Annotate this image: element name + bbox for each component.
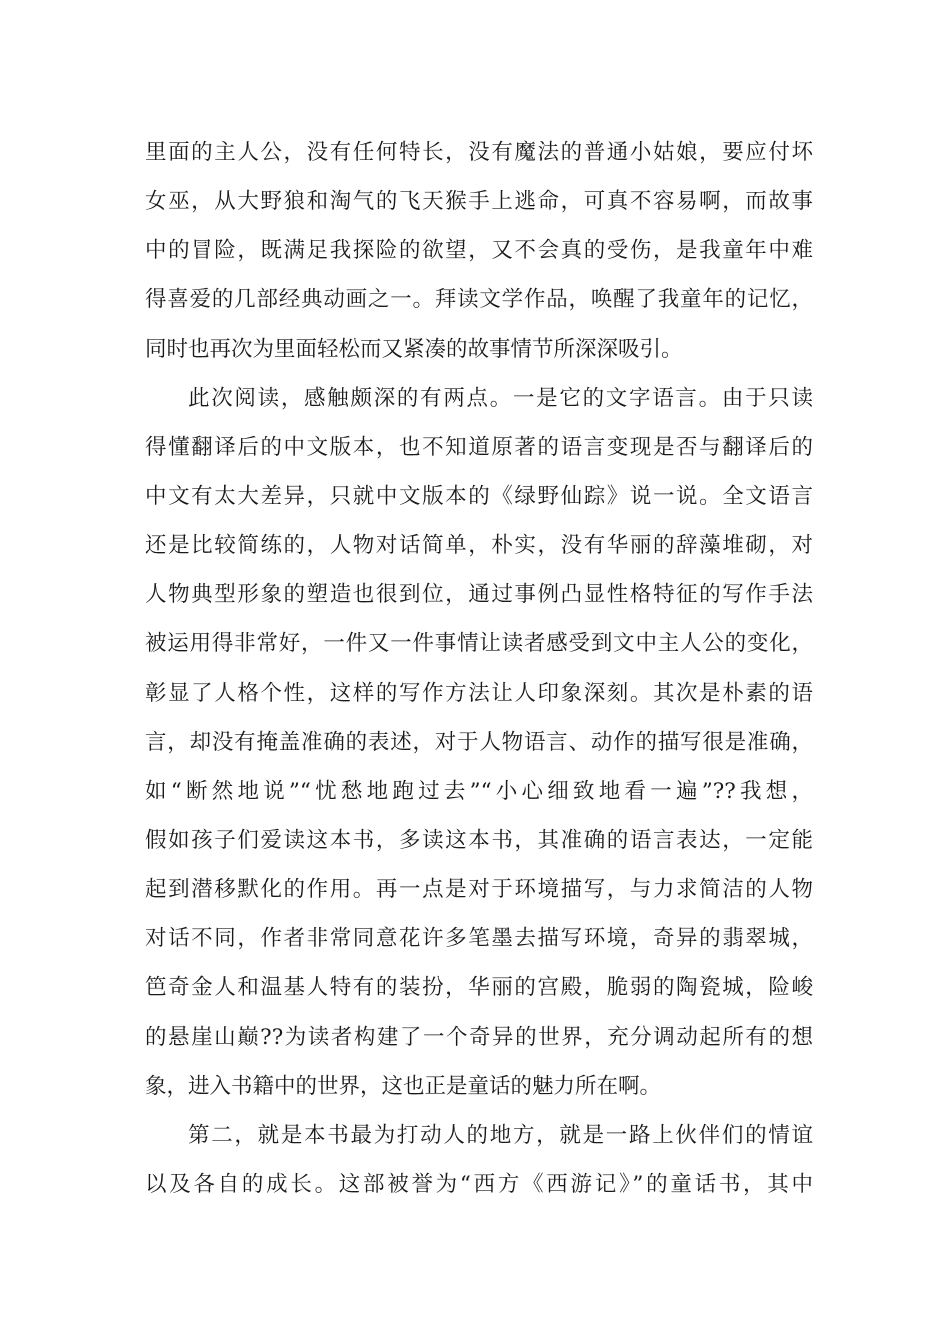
text-line: 同时也再次为里面轻松而又紧凑的故事情节所深深吸引。 [145, 336, 683, 362]
text-line: 得喜爱的几部经典动画之一。拜读文学作品，唤醒了我童年的记忆， [145, 287, 813, 313]
text-line: 象，进入书籍中的世界，这也正是童话的魅力所在啊。 [145, 1073, 662, 1099]
text-line: 中文有太大差异，只就中文版本的《绿野仙踪》说一说。全文语言 [145, 483, 813, 509]
text-line: 里面的主人公，没有任何特长，没有魔法的普通小姑娘，要应付坏 [145, 140, 813, 165]
text-line: 还是比较简练的，人物对话简单，朴实，没有华丽的辞藻堆砌，对 [145, 533, 813, 559]
text-line: 女巫，从大野狼和淘气的飞天猴手上逃命，可真不容易啊，而故事 [145, 189, 813, 215]
text-line: 人物典型形象的塑造也很到位，通过事例凸显性格特征的写作手法 [145, 582, 813, 608]
text-line: 得懂翻译后的中文版本，也不知道原著的语言变现是否与翻译后的 [145, 434, 813, 460]
text-line: 笆奇金人和温基人特有的装扮，华丽的宫殿，脆弱的陶瓷城，险峻 [145, 975, 813, 1001]
text-line: 第二，就是本书最为打动人的地方，就是一路上伙伴们的情谊 [188, 1122, 813, 1148]
text-line: 以及各自的成长。这部被誉为“西方《西游记》”的童话书，其中 [145, 1171, 813, 1197]
text-line: 此次阅读，感触颇深的有两点。一是它的文字语言。由于只读 [188, 385, 813, 411]
text-line: 如“断然地说”“忧愁地跑过去”“小心细致地看一遍”??我想， [145, 778, 813, 804]
text-line: 中的冒险，既满足我探险的欲望，又不会真的受伤，是我童年中难 [145, 238, 813, 264]
text-line: 被运用得非常好，一件又一件事情让读者感受到文中主人公的变化， [145, 631, 813, 657]
text-line: 彰显了人格个性，这样的写作方法让人印象深刻。其次是朴素的语 [145, 680, 813, 706]
text-line: 的悬崖山巅??为读者构建了一个奇异的世界，充分调动起所有的想 [145, 1024, 813, 1050]
body-text [145, 128, 813, 1209]
text-line: 起到潜移默化的作用。再一点是对于环境描写，与力求简洁的人物 [145, 877, 813, 903]
text-line: 对话不同，作者非常同意花许多笔墨去描写环境，奇异的翡翠城， [145, 926, 813, 952]
text-line: 假如孩子们爱读这本书，多读这本书，其准确的语言表达，一定能 [145, 827, 813, 853]
text-line: 言，却没有掩盖准确的表述，对于人物语言、动作的描写很是准确， [145, 729, 813, 755]
